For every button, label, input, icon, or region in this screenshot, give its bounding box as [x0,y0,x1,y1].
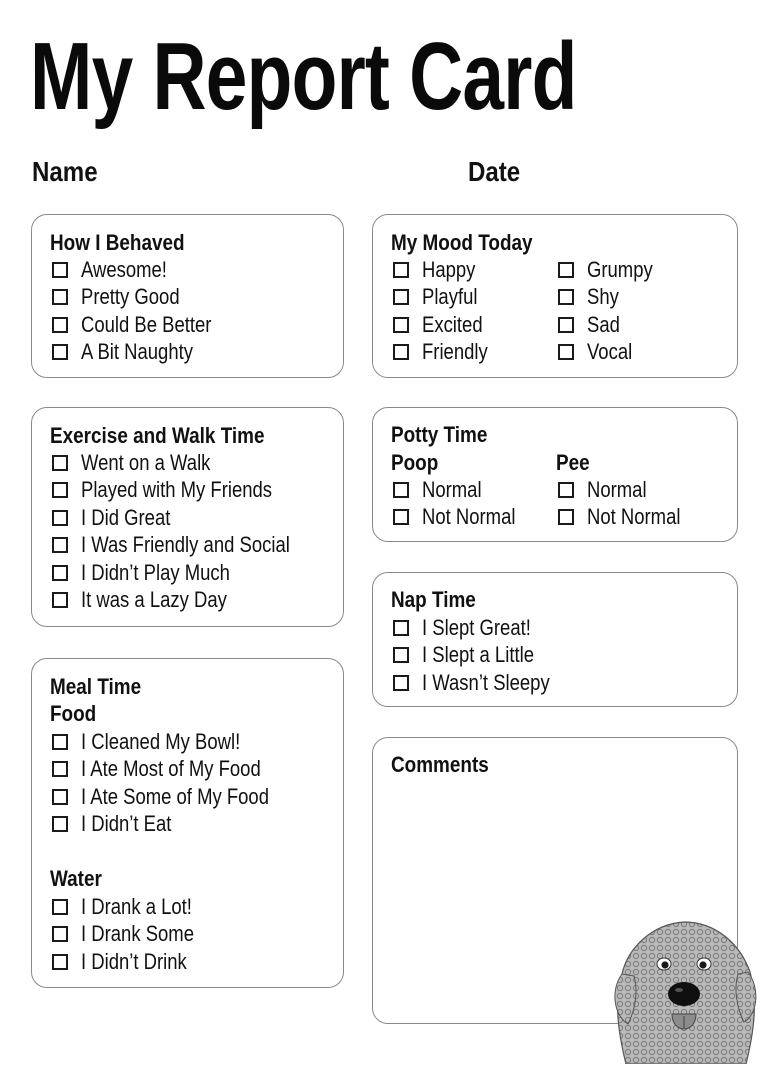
option-label: Normal [587,476,647,502]
exercise-option-played-with-friends[interactable] [52,476,308,503]
checkbox-icon [52,761,68,777]
water-option-didnt-drink[interactable] [52,948,207,975]
checkbox-icon [558,289,574,305]
behaved-card [31,214,344,378]
checkbox-icon [393,317,409,333]
checkbox-icon [558,344,574,360]
option-label: I Slept a Little [422,641,534,667]
exercise-title: Exercise and Walk Time [50,423,265,448]
checkbox-icon [52,816,68,832]
option-label: Normal [422,476,482,502]
water-option-drank-a-lot[interactable] [52,893,213,920]
option-label: Excited [422,311,483,337]
checkbox-icon [52,926,68,942]
option-label: Not Normal [422,503,516,529]
checkbox-icon [393,262,409,278]
mood-option-playful[interactable] [393,283,488,310]
pee-option-normal[interactable] [558,476,658,503]
water-option-drank-some[interactable] [52,920,216,947]
behaved-option-awesome[interactable] [52,256,183,283]
exercise-option-did-great[interactable] [52,504,187,531]
option-label: Playful [422,283,478,309]
behaved-option-a-bit-naughty[interactable] [52,338,214,365]
mood-title: My Mood Today [391,230,533,255]
checkbox-icon [393,344,409,360]
option-label: I Didn’t Drink [81,948,187,974]
option-label: Not Normal [587,503,681,529]
nap-title: Nap Time [391,587,476,612]
meal-card [31,658,344,988]
potty-card [372,407,738,542]
food-option-cleaned-bowl[interactable] [52,728,271,755]
option-label: Grumpy [587,256,653,282]
checkbox-icon [52,317,68,333]
checkbox-icon [558,317,574,333]
option-label: Went on a Walk [81,449,211,475]
option-label: It was a Lazy Day [81,586,227,612]
option-label: I Didn’t Play Much [81,559,230,585]
checkbox-icon [393,647,409,663]
option-label: I Drank Some [81,920,194,946]
option-label: Shy [587,283,619,309]
option-label: I Was Friendly and Social [81,531,290,557]
checkbox-icon [558,262,574,278]
checkbox-icon [52,592,68,608]
date-label: Date [468,156,521,187]
checkbox-icon [52,289,68,305]
checkbox-icon [52,899,68,915]
checkbox-icon [52,734,68,750]
nap-option-slept-a-little[interactable] [393,641,555,668]
option-label: Vocal [587,338,633,364]
option-label: Played with My Friends [81,476,273,502]
mood-option-happy[interactable] [393,256,486,283]
option-label: Sad [587,311,620,337]
option-label: I Drank a Lot! [81,893,192,919]
exercise-option-didnt-play-much[interactable] [52,559,258,586]
exercise-card [31,407,344,627]
option-label: I Slept Great! [422,614,531,640]
dog-icon [608,912,760,1064]
poop-option-normal[interactable] [393,476,493,503]
poop-option-not-normal[interactable] [393,503,533,530]
checkbox-icon [393,620,409,636]
option-label: I Ate Some of My Food [81,783,269,809]
pee-title: Pee [556,450,590,475]
checkbox-icon [52,789,68,805]
option-label: I Cleaned My Bowl! [81,728,241,754]
option-label: I Wasn’t Sleepy [422,669,550,695]
behaved-option-could-be-better[interactable] [52,311,236,338]
mood-option-excited[interactable] [393,311,494,338]
potty-title: Potty Time [391,422,488,447]
checkbox-icon [558,509,574,525]
option-label: Awesome! [81,256,167,282]
checkbox-icon [52,262,68,278]
option-label: I Ate Most of My Food [81,755,261,781]
name-label: Name [32,156,98,187]
checkbox-icon [393,675,409,691]
food-option-ate-most[interactable] [52,755,295,782]
option-label: I Did Great [81,504,171,530]
checkbox-icon [52,537,68,553]
checkbox-icon [558,482,574,498]
water-title: Water [50,866,102,891]
mood-card [372,214,738,378]
checkbox-icon [52,954,68,970]
option-label: A Bit Naughty [81,338,193,364]
checkbox-icon [393,509,409,525]
meal-title: Meal Time [50,674,142,699]
nap-card [372,572,738,707]
mood-option-vocal[interactable] [558,338,641,365]
mood-option-sad[interactable] [558,311,626,338]
option-label: Happy [422,256,476,282]
poop-title: Poop [391,450,439,475]
checkbox-icon [52,510,68,526]
exercise-option-lazy-day[interactable] [52,586,255,613]
checkbox-icon [52,482,68,498]
checkbox-icon [52,344,68,360]
behaved-title: How I Behaved [50,230,185,255]
checkbox-icon [52,455,68,471]
checkbox-icon [52,565,68,581]
page-title: My Report Card [30,23,577,130]
food-option-ate-some[interactable] [52,783,305,810]
mood-option-grumpy[interactable] [558,256,665,283]
pee-option-not-normal[interactable] [558,503,698,530]
food-option-didnt-eat[interactable] [52,810,189,837]
comments-title: Comments [391,752,489,777]
exercise-option-went-on-a-walk[interactable] [52,449,235,476]
nap-option-slept-great[interactable] [393,614,552,641]
checkbox-icon [393,289,409,305]
nap-option-wasnt-sleepy[interactable] [393,669,574,696]
option-label: Friendly [422,338,488,364]
mood-option-friendly[interactable] [393,338,500,365]
behaved-option-pretty-good[interactable] [52,283,198,310]
exercise-option-friendly-social[interactable] [52,531,330,558]
option-label: Pretty Good [81,283,180,309]
checkbox-icon [393,482,409,498]
option-label: Could Be Better [81,311,212,337]
food-title: Food [50,701,97,726]
option-label: I Didn’t Eat [81,810,172,836]
mood-option-shy[interactable] [558,283,625,310]
